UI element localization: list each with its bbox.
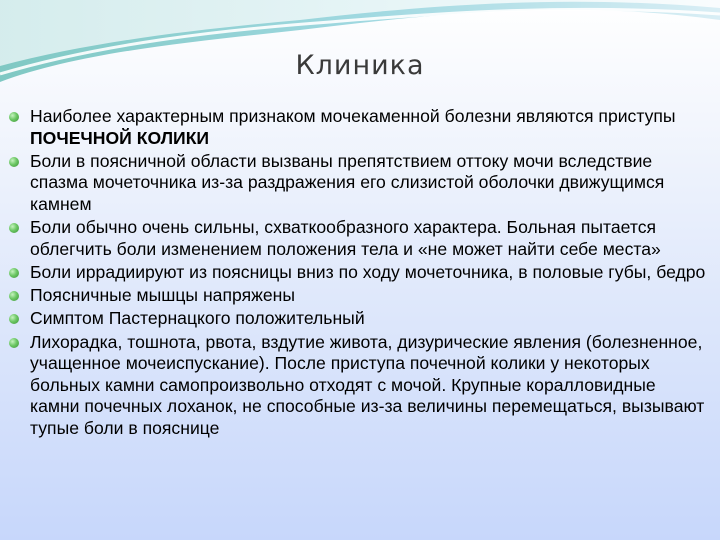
bullet-dot-icon [9,268,19,278]
bullet-dot-icon [9,223,19,233]
bullet-dot-icon [9,314,19,324]
bullet-dot-icon [9,157,19,167]
list-item-text: Лихорадка, тошнота, рвота, вздутие живота, дизурические явления (болезненное, учащенное мочеиспускание). После приступа почечной колики у некоторых больных камни самопроизвольно отходят с мочой. Крупные коралловидные камни почечных лоханок, не способные из-за величины перемещаться, вызывают тупые боли в пояснице [30,331,705,438]
list-item [8,106,710,149]
bullet-dot-icon [9,291,19,301]
list-item [8,151,710,216]
list-item-text: Симптом Пастернацкого положительный [30,308,365,329]
list-item-text: Боли обычно очень сильны, схваткообразного характера. Больная пытается облегчить боли изменением положения тела и «не может найти себе места» [30,217,661,259]
list-item-text: Боли иррадиируют из поясницы вниз по ходу мочеточника, в половые губы, бедро [30,261,706,282]
bullet-list [8,106,710,441]
list-item-text: Наиболее характерным признаком мочекаменной болезни являются приступы [30,106,676,126]
list-item [8,332,710,440]
list-item [8,217,710,260]
slide-title: Клиника [295,50,425,81]
list-item [8,262,710,284]
list-item [8,308,710,330]
bullet-dot-icon [9,112,19,122]
list-item [8,285,710,307]
bullet-dot-icon [9,338,19,348]
list-item-text: Поясничные мышцы напряжены [30,285,296,306]
emphasis-text: ПОЧЕЧНОЙ КОЛИКИ [30,127,210,148]
list-item-text: Боли в поясничной области вызваны препятствием оттоку мочи вследствие спазма мочеточника из-за раздражения его слизистой оболочки движущимся камнем [30,150,665,214]
